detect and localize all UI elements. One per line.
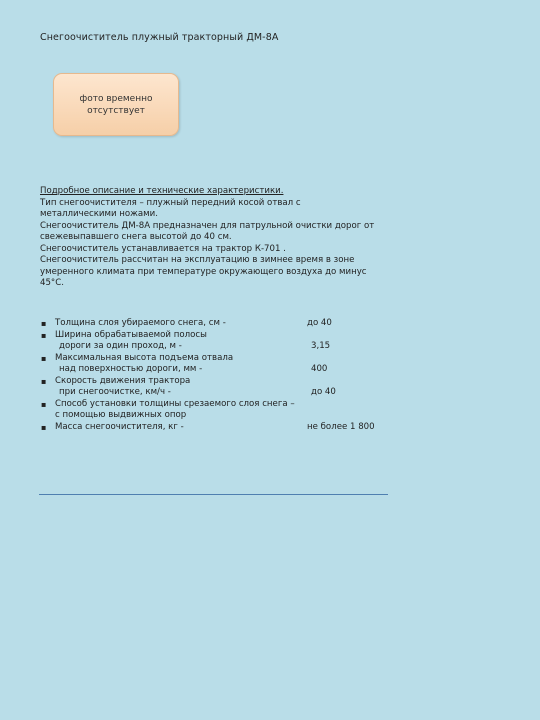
description-line: 45°С.	[40, 278, 64, 288]
spec-item	[40, 422, 390, 434]
description-line: Тип снегоочистителя – плужный передний косой отвал с	[40, 197, 301, 208]
horizontal-divider	[39, 494, 388, 495]
spec-label-continued: дороги за один проход, м -	[59, 341, 182, 351]
page-title: Снегоочиститель плужный тракторный ДМ-8А	[40, 32, 279, 43]
spec-label: ▪ Ширина обрабатываемой полосы	[55, 329, 207, 340]
description-line: свежевыпавшего снега высотой до 40 см.	[40, 232, 232, 242]
spec-label-continued: при снегоочистке, км/ч -	[59, 387, 171, 397]
spec-item	[40, 330, 390, 353]
spec-label: ▪ Максимальная высота подъема отвала	[55, 352, 234, 363]
spec-item	[40, 376, 390, 399]
description-line: Снегоочиститель ДМ-8А предназначен для патрульной очистки дорог от	[40, 220, 375, 231]
spec-value: до 40	[311, 387, 336, 397]
spec-item	[40, 318, 390, 330]
spec-value: не более 1 800	[307, 421, 375, 432]
spec-label: ▪ Способ установки толщины срезаемого слоя снега –	[55, 398, 295, 409]
spec-value: 3,15	[311, 341, 331, 351]
photo-placeholder	[53, 73, 179, 136]
spec-label-continued: над поверхностью дороги, мм -	[59, 364, 203, 374]
spec-value: 400	[311, 364, 328, 374]
spec-label: ▪ Масса снегоочистителя, кг -	[55, 421, 184, 432]
description-line: Снегоочиститель устанавливается на трактор К-701 .	[40, 243, 286, 254]
spec-label: ▪ Скорость движения трактора	[55, 375, 191, 386]
spec-value: до 40	[307, 318, 332, 328]
description-line: умеренного климата при температуре окружающего воздуха до минус	[40, 266, 367, 277]
description-line: Снегоочиститель рассчитан на эксплуатацию в зимнее время в зоне	[40, 255, 355, 265]
description-heading: Подробное описание и технические характеристики.	[40, 186, 284, 196]
photo-placeholder-line-1: фото временно	[79, 93, 153, 104]
description	[40, 186, 390, 290]
spec-label-continued: с помощью выдвижных опор	[55, 410, 187, 420]
spec-item	[40, 353, 390, 376]
spec-list	[40, 318, 390, 433]
spec-value	[307, 399, 390, 411]
spec-item	[40, 399, 390, 422]
photo-placeholder-line-2: отсутствует	[87, 105, 145, 116]
spec-label: ▪ Толщина слоя убираемого снега, см -	[55, 318, 226, 328]
description-line: металлическими ножами.	[40, 209, 158, 219]
